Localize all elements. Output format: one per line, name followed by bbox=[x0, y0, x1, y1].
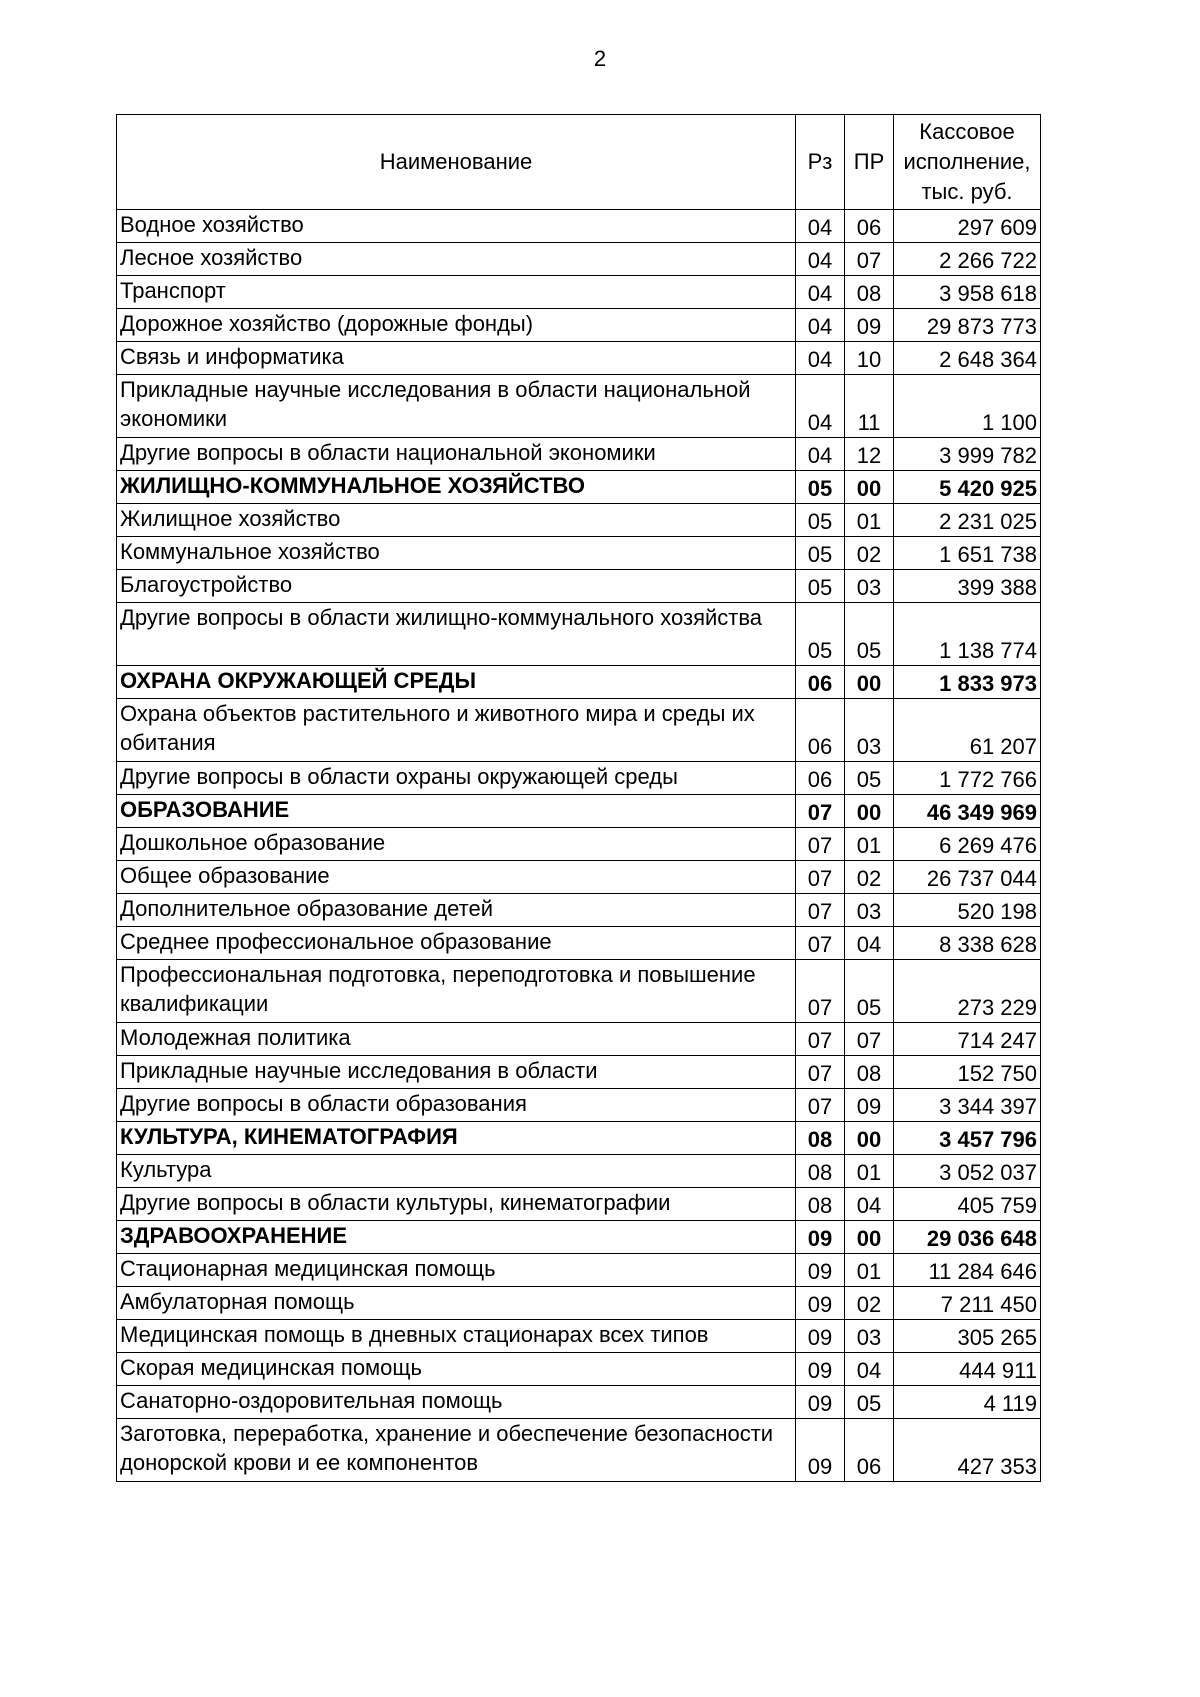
row-pr: 00 bbox=[845, 471, 894, 504]
row-rz: 07 bbox=[796, 828, 845, 861]
table-row bbox=[117, 1254, 1041, 1287]
table-row bbox=[117, 375, 1041, 438]
row-name: Коммунальное хозяйство bbox=[117, 537, 796, 570]
row-amount: 399 388 bbox=[894, 570, 1041, 603]
row-rz: 07 bbox=[796, 894, 845, 927]
row-amount: 1 772 766 bbox=[894, 762, 1041, 795]
row-amount: 7 211 450 bbox=[894, 1287, 1041, 1320]
row-pr: 05 bbox=[845, 1386, 894, 1419]
row-rz: 04 bbox=[796, 276, 845, 309]
header-amount bbox=[894, 115, 1041, 210]
row-amount: 305 265 bbox=[894, 1320, 1041, 1353]
row-amount: 4 119 bbox=[894, 1386, 1041, 1419]
row-amount: 2 266 722 bbox=[894, 243, 1041, 276]
row-rz: 06 bbox=[796, 762, 845, 795]
page-number: 2 bbox=[593, 46, 607, 71]
row-name: ЗДРАВООХРАНЕНИЕ bbox=[117, 1221, 796, 1254]
row-name: КУЛЬТУРА, КИНЕМАТОГРАФИЯ bbox=[117, 1122, 796, 1155]
row-amount: 405 759 bbox=[894, 1188, 1041, 1221]
row-amount: 2 648 364 bbox=[894, 342, 1041, 375]
table-row bbox=[117, 1023, 1041, 1056]
table-row bbox=[117, 1287, 1041, 1320]
row-amount: 1 138 774 bbox=[894, 603, 1041, 666]
table-header bbox=[117, 115, 1041, 210]
table-row bbox=[117, 504, 1041, 537]
row-pr: 11 bbox=[845, 375, 894, 438]
row-rz: 07 bbox=[796, 861, 845, 894]
row-amount: 297 609 bbox=[894, 210, 1041, 243]
row-pr: 04 bbox=[845, 1188, 894, 1221]
row-pr: 03 bbox=[845, 1320, 894, 1353]
row-amount: 444 911 bbox=[894, 1353, 1041, 1386]
row-amount: 427 353 bbox=[894, 1419, 1041, 1482]
row-amount: 5 420 925 bbox=[894, 471, 1041, 504]
table-row bbox=[117, 666, 1041, 699]
table-row bbox=[117, 1188, 1041, 1221]
row-amount: 152 750 bbox=[894, 1056, 1041, 1089]
table-row bbox=[117, 243, 1041, 276]
header-rz: Рз bbox=[796, 115, 845, 210]
table-row bbox=[117, 1320, 1041, 1353]
table-row bbox=[117, 894, 1041, 927]
row-amount: 714 247 bbox=[894, 1023, 1041, 1056]
row-name: Скорая медицинская помощь bbox=[117, 1353, 796, 1386]
table-row bbox=[117, 1386, 1041, 1419]
table-row bbox=[117, 1089, 1041, 1122]
row-amount: 3 958 618 bbox=[894, 276, 1041, 309]
row-rz: 09 bbox=[796, 1287, 845, 1320]
row-rz: 05 bbox=[796, 471, 845, 504]
row-rz: 09 bbox=[796, 1320, 845, 1353]
row-rz: 07 bbox=[796, 1023, 845, 1056]
row-name: Охрана объектов растительного и животного мира и среды их обитания bbox=[117, 699, 796, 762]
header-name: Наименование bbox=[117, 115, 796, 210]
row-rz: 09 bbox=[796, 1353, 845, 1386]
row-pr: 05 bbox=[845, 603, 894, 666]
row-name: Другие вопросы в области культуры, кинематографии bbox=[117, 1188, 796, 1221]
row-pr: 12 bbox=[845, 438, 894, 471]
row-name: Заготовка, переработка, хранение и обеспечение безопасности донорской крови и ее компонентов bbox=[117, 1419, 796, 1482]
row-pr: 03 bbox=[845, 699, 894, 762]
row-pr: 00 bbox=[845, 795, 894, 828]
row-amount: 3 344 397 bbox=[894, 1089, 1041, 1122]
header-amount-line1: Кассовое bbox=[919, 119, 1015, 144]
row-name: ОХРАНА ОКРУЖАЮЩЕЙ СРЕДЫ bbox=[117, 666, 796, 699]
table-row bbox=[117, 927, 1041, 960]
row-name: Амбулаторная помощь bbox=[117, 1287, 796, 1320]
row-amount: 1 100 bbox=[894, 375, 1041, 438]
header-pr: ПР bbox=[845, 115, 894, 210]
table-row bbox=[117, 342, 1041, 375]
row-rz: 07 bbox=[796, 795, 845, 828]
row-name: Дошкольное образование bbox=[117, 828, 796, 861]
table-row bbox=[117, 570, 1041, 603]
row-name: Другие вопросы в области охраны окружающей среды bbox=[117, 762, 796, 795]
row-name: Другие вопросы в области образования bbox=[117, 1089, 796, 1122]
row-amount: 273 229 bbox=[894, 960, 1041, 1023]
row-rz: 09 bbox=[796, 1386, 845, 1419]
row-rz: 05 bbox=[796, 537, 845, 570]
row-rz: 04 bbox=[796, 243, 845, 276]
table-row bbox=[117, 699, 1041, 762]
row-name: Транспорт bbox=[117, 276, 796, 309]
table-row bbox=[117, 438, 1041, 471]
row-pr: 02 bbox=[845, 1287, 894, 1320]
table-row bbox=[117, 795, 1041, 828]
row-amount: 3 052 037 bbox=[894, 1155, 1041, 1188]
row-amount: 1 833 973 bbox=[894, 666, 1041, 699]
table-body bbox=[117, 210, 1041, 1482]
row-pr: 07 bbox=[845, 1023, 894, 1056]
row-pr: 06 bbox=[845, 1419, 894, 1482]
row-name: Медицинская помощь в дневных стационарах всех типов bbox=[117, 1320, 796, 1353]
row-rz: 06 bbox=[796, 666, 845, 699]
table-row bbox=[117, 1353, 1041, 1386]
row-amount: 3 999 782 bbox=[894, 438, 1041, 471]
row-name: Лесное хозяйство bbox=[117, 243, 796, 276]
row-name: Благоустройство bbox=[117, 570, 796, 603]
table-row bbox=[117, 210, 1041, 243]
row-pr: 01 bbox=[845, 504, 894, 537]
table-row bbox=[117, 1155, 1041, 1188]
row-amount: 61 207 bbox=[894, 699, 1041, 762]
table-row bbox=[117, 1221, 1041, 1254]
row-name: Культура bbox=[117, 1155, 796, 1188]
row-amount: 3 457 796 bbox=[894, 1122, 1041, 1155]
row-name: Прикладные научные исследования в области национальной экономики bbox=[117, 375, 796, 438]
row-amount: 520 198 bbox=[894, 894, 1041, 927]
row-rz: 05 bbox=[796, 570, 845, 603]
row-rz: 07 bbox=[796, 960, 845, 1023]
row-pr: 02 bbox=[845, 861, 894, 894]
row-pr: 00 bbox=[845, 1122, 894, 1155]
budget-table bbox=[116, 114, 1041, 1482]
row-rz: 08 bbox=[796, 1122, 845, 1155]
row-pr: 02 bbox=[845, 537, 894, 570]
row-pr: 01 bbox=[845, 1254, 894, 1287]
row-rz: 05 bbox=[796, 603, 845, 666]
row-name: Профессиональная подготовка, переподготовка и повышение квалификации bbox=[117, 960, 796, 1023]
row-rz: 08 bbox=[796, 1155, 845, 1188]
row-pr: 03 bbox=[845, 570, 894, 603]
row-name: Санаторно-оздоровительная помощь bbox=[117, 1386, 796, 1419]
row-amount: 29 036 648 bbox=[894, 1221, 1041, 1254]
row-pr: 03 bbox=[845, 894, 894, 927]
row-pr: 07 bbox=[845, 243, 894, 276]
row-amount: 2 231 025 bbox=[894, 504, 1041, 537]
row-name: Прикладные научные исследования в области bbox=[117, 1056, 796, 1089]
row-name: Стационарная медицинская помощь bbox=[117, 1254, 796, 1287]
header-row bbox=[117, 115, 1041, 210]
row-name: Молодежная политика bbox=[117, 1023, 796, 1056]
table-row bbox=[117, 1419, 1041, 1482]
row-name: Связь и информатика bbox=[117, 342, 796, 375]
header-amount-line3: тыс. руб. bbox=[921, 179, 1013, 204]
row-amount: 29 873 773 bbox=[894, 309, 1041, 342]
row-name: Общее образование bbox=[117, 861, 796, 894]
row-rz: 04 bbox=[796, 375, 845, 438]
row-pr: 04 bbox=[845, 927, 894, 960]
table-row bbox=[117, 471, 1041, 504]
row-rz: 07 bbox=[796, 927, 845, 960]
table-row bbox=[117, 1122, 1041, 1155]
row-amount: 46 349 969 bbox=[894, 795, 1041, 828]
row-pr: 04 bbox=[845, 1353, 894, 1386]
row-amount: 8 338 628 bbox=[894, 927, 1041, 960]
row-rz: 04 bbox=[796, 309, 845, 342]
table-row bbox=[117, 276, 1041, 309]
table-row bbox=[117, 537, 1041, 570]
row-name: Дополнительное образование детей bbox=[117, 894, 796, 927]
row-pr: 05 bbox=[845, 960, 894, 1023]
row-rz: 08 bbox=[796, 1188, 845, 1221]
row-pr: 01 bbox=[845, 828, 894, 861]
row-rz: 04 bbox=[796, 342, 845, 375]
row-amount: 11 284 646 bbox=[894, 1254, 1041, 1287]
table-row bbox=[117, 603, 1041, 666]
row-rz: 09 bbox=[796, 1419, 845, 1482]
row-amount: 26 737 044 bbox=[894, 861, 1041, 894]
row-rz: 06 bbox=[796, 699, 845, 762]
row-pr: 09 bbox=[845, 309, 894, 342]
row-rz: 05 bbox=[796, 504, 845, 537]
row-amount: 6 269 476 bbox=[894, 828, 1041, 861]
row-pr: 08 bbox=[845, 1056, 894, 1089]
row-name: ОБРАЗОВАНИЕ bbox=[117, 795, 796, 828]
row-pr: 08 bbox=[845, 276, 894, 309]
table-row bbox=[117, 309, 1041, 342]
row-name: Дорожное хозяйство (дорожные фонды) bbox=[117, 309, 796, 342]
table-row bbox=[117, 1056, 1041, 1089]
row-pr: 01 bbox=[845, 1155, 894, 1188]
row-pr: 00 bbox=[845, 666, 894, 699]
row-rz: 04 bbox=[796, 438, 845, 471]
row-rz: 04 bbox=[796, 210, 845, 243]
row-name: Водное хозяйство bbox=[117, 210, 796, 243]
row-pr: 00 bbox=[845, 1221, 894, 1254]
row-pr: 05 bbox=[845, 762, 894, 795]
row-rz: 07 bbox=[796, 1089, 845, 1122]
row-pr: 09 bbox=[845, 1089, 894, 1122]
header-amount-line2: исполнение, bbox=[903, 149, 1031, 174]
row-pr: 10 bbox=[845, 342, 894, 375]
table-row bbox=[117, 762, 1041, 795]
row-name: Жилищное хозяйство bbox=[117, 504, 796, 537]
table-row bbox=[117, 960, 1041, 1023]
row-pr: 06 bbox=[845, 210, 894, 243]
row-rz: 07 bbox=[796, 1056, 845, 1089]
table-row bbox=[117, 828, 1041, 861]
row-name: ЖИЛИЩНО-КОММУНАЛЬНОЕ ХОЗЯЙСТВО bbox=[117, 471, 796, 504]
row-rz: 09 bbox=[796, 1221, 845, 1254]
row-rz: 09 bbox=[796, 1254, 845, 1287]
row-name: Другие вопросы в области жилищно-коммунального хозяйства bbox=[117, 603, 796, 666]
table-row bbox=[117, 861, 1041, 894]
row-name: Среднее профессиональное образование bbox=[117, 927, 796, 960]
row-amount: 1 651 738 bbox=[894, 537, 1041, 570]
row-name: Другие вопросы в области национальной экономики bbox=[117, 438, 796, 471]
